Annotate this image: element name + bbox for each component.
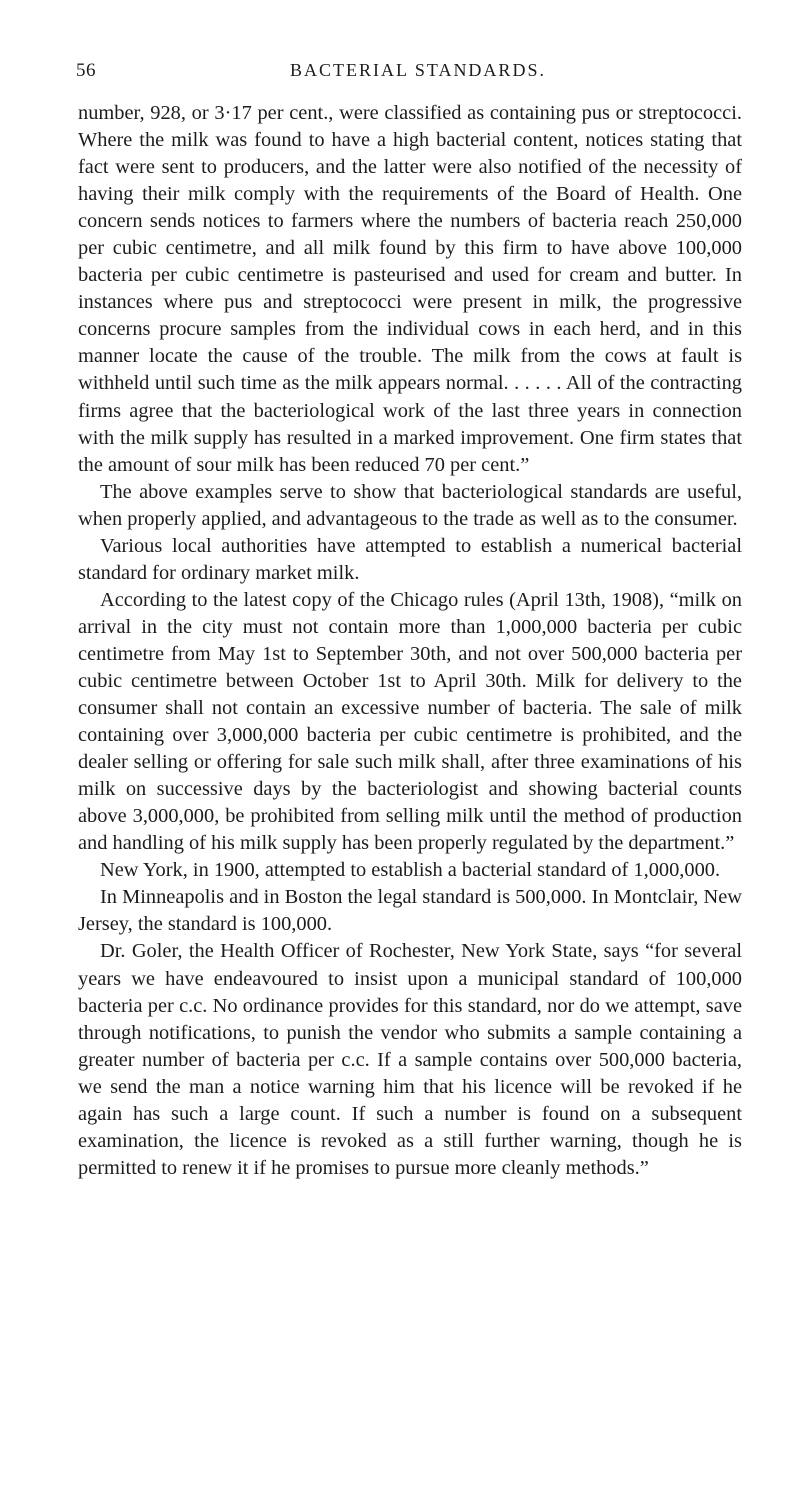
paragraph-continued: number, 928, or 3·17 per cent., were classified as containing pus or streptococci. Where the milk was found to have a high bacterial content, notices stating that fact were sent to producers, and the latter were also notified of the necessity of having their milk comply with the requirements of the Board of Health. One concern sends notices to farmers where the numbers of bacteria reach 250,000 per cubic centimetre, and all milk found by this firm to have above 100,000 bacteria per cubic centimetre is pasteurised and used for cream and butter. In instances where pus and streptococci were present in milk, the progressive concerns procure samples from the individual cows in each herd, and in this manner locate the cause of the trouble. The milk from the cows at fault is withheld until such time as the milk appears normal. . . . . . All of the contracting firms agree that the bacteriological work of the last three years in connection with the milk supply has resulted in a marked improvement. One firm states that the amount of sour milk has been reduced 70 per cent.”: [78, 102, 742, 476]
paragraph: New York, in 1900, attempted to establish a bacterial standard of 1,000,000.: [100, 859, 721, 882]
body-text: [78, 100, 742, 1182]
paragraph: Dr. Goler, the Health Officer of Rochester, New York State, says “for several years we have endeavoured to insist upon a municipal standard of 100,000 bacteria per c.c. No ordinance provides for this standard, nor do we attempt, save through notifications, to punish the vendor who submits a sample containing a greater number of bacteria per c.c. If a sample contains over 500,000 bacteria, we send the man a notice warning him that his licence will be revoked if he again has such a large count. If such a number is found on a subsequent examination, the licence is revoked as a still further warning, though he is permitted to renew it if he promises to pursue more cleanly methods.”: [78, 940, 742, 1179]
paragraph: The above examples serve to show that bacteriological standards are useful, when properly applied, and advantageous to the trade as well as to the consumer.: [78, 480, 742, 530]
paragraph: According to the latest copy of the Chicago rules (April 13th, 1908), “milk on arrival in the city must not contain more than 1,000,000 bacteria per cubic centimetre from May 1st to September 30th, and not over 500,000 bacteria per cubic centimetre between October 1st to April 30th. Milk for delivery to the consumer shall not contain an excessive number of bacteria. The sale of milk containing over 3,000,000 bacteria per cubic centimetre is prohibited, and the dealer selling or offering for sale such milk shall, after three examinations of his milk on successive days by the bacteriologist and showing bacterial counts above 3,000,000, be prohibited from selling milk until the method of production and handling of his milk supply has been properly regulated by the department.”: [78, 588, 742, 855]
paragraph: Various local authorities have attempted to establish a numerical bacterial standard for ordinary market milk.: [78, 534, 742, 584]
page-number: 56: [76, 60, 96, 81]
paragraph: In Minneapolis and in Boston the legal standard is 500,000. In Montclair, New Jersey, the standard is 100,000.: [78, 886, 742, 936]
page-header: [78, 60, 718, 90]
running-head: BACTERIAL STANDARDS.: [290, 60, 546, 80]
